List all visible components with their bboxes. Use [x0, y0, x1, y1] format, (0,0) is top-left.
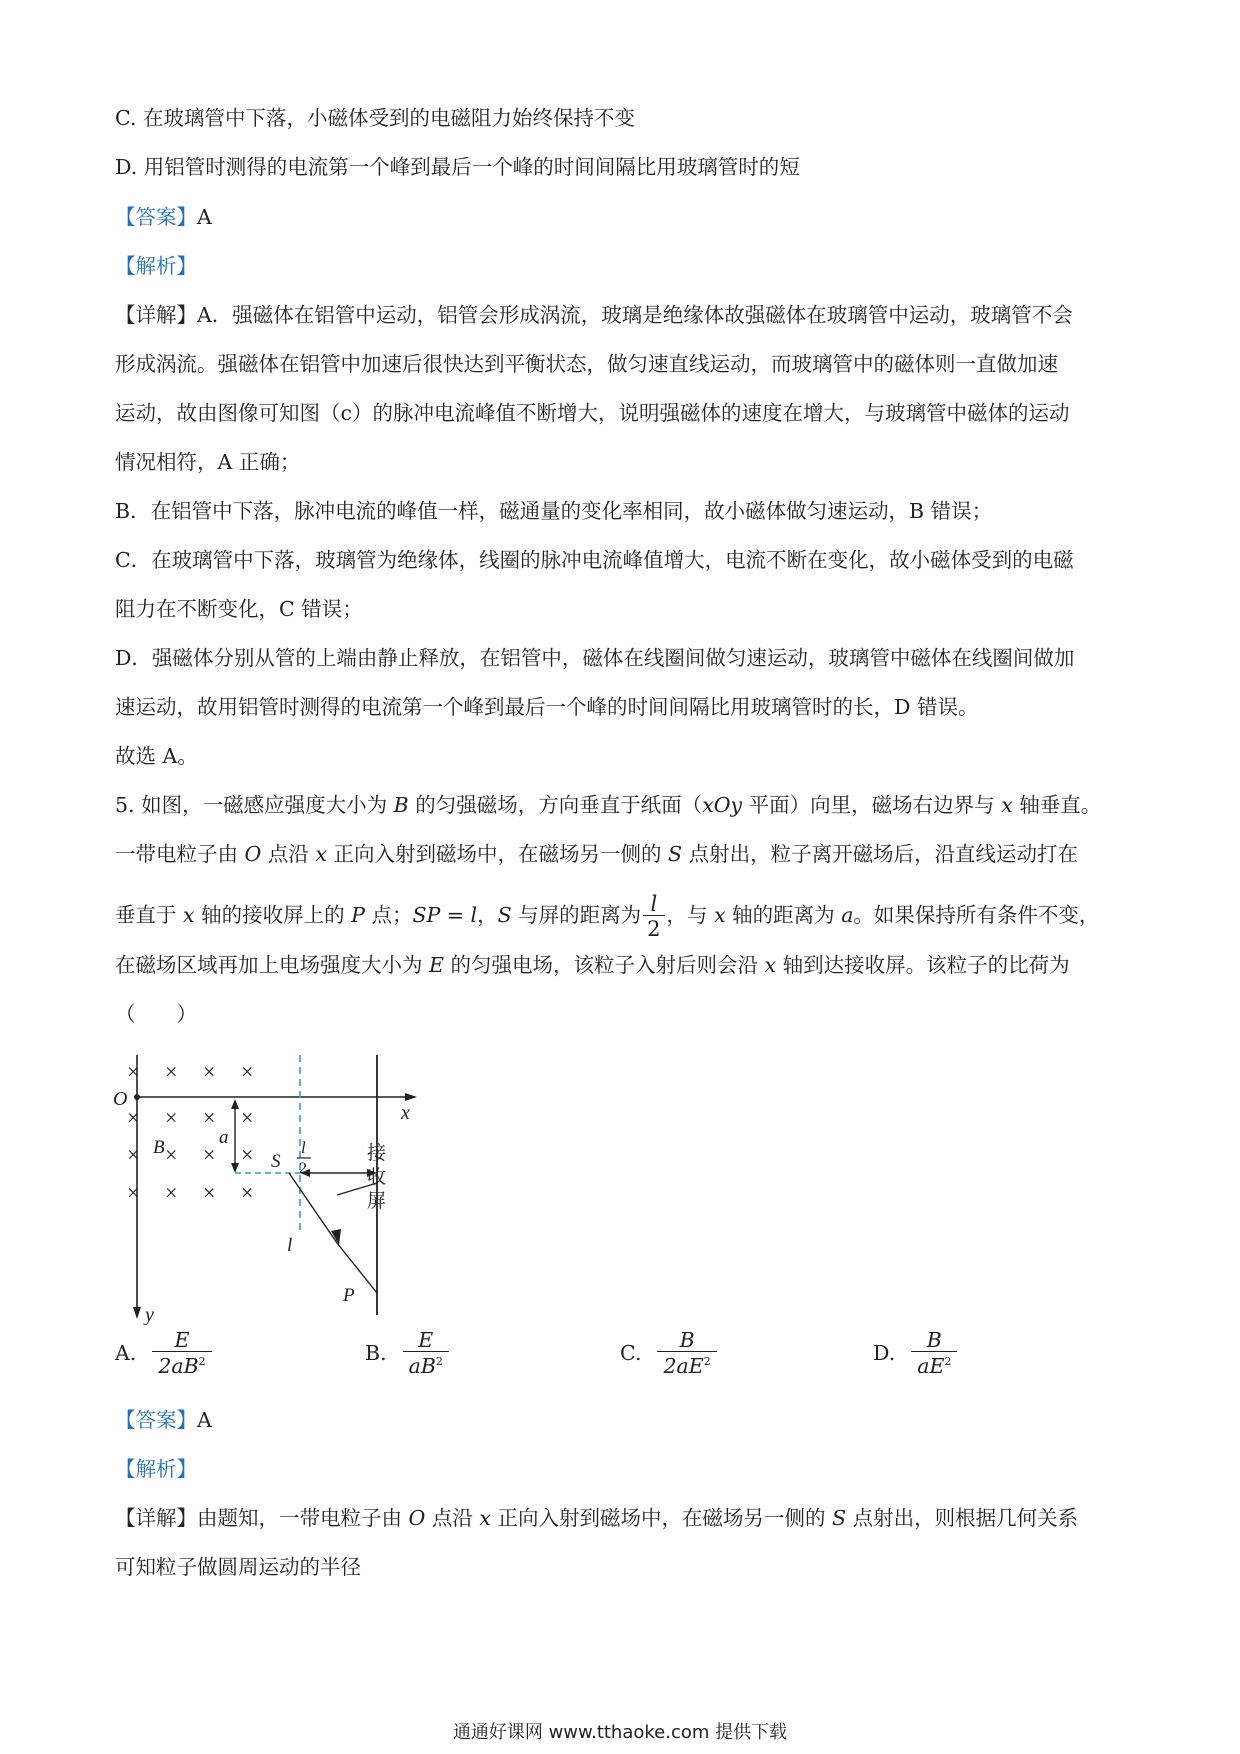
field-cross: × — [165, 1142, 178, 1167]
detail-2-line-2: 可知粒子做圆周运动的半径 — [115, 1555, 361, 1579]
field-cross: × — [203, 1142, 216, 1167]
field-cross: × — [165, 1105, 178, 1130]
analysis-label: 【解析】 — [115, 254, 197, 278]
field-cross: × — [241, 1180, 254, 1205]
explanation-line: 【详解】A．强磁体在铝管中运动，铝管会形成涡流，玻璃是绝缘体故强磁体在玻璃管中运动，玻璃管不会 — [115, 303, 1073, 327]
field-cross: × — [203, 1180, 216, 1205]
page-footer: 通通好课网 www.tthaoke.com 提供下载 — [452, 1722, 788, 1743]
q5-line-1: 5. 如图，一磁感应强度大小为 B 的匀强磁场，方向垂直于纸面（xOy 平面）向里，磁场右边界与 x 轴垂直。 — [115, 793, 1102, 817]
field-cross: × — [241, 1142, 254, 1167]
conclusion-line: 故选 A。 — [115, 744, 198, 768]
answer-line — [115, 203, 212, 231]
explanation-line: 形成涡流。强磁体在铝管中加速后很快达到平衡状态，做匀速直线运动，而玻璃管中的磁体则一直做加速 — [115, 352, 1058, 376]
option-d: D. $\frac{B}{aE^2}$ — [873, 1330, 959, 1376]
q5-line-2: 一带电粒子由 O 点沿 x 正向入射到磁场中，在磁场另一侧的 S 点射出，粒子离开磁场后，沿直线运动打在 — [115, 842, 1079, 866]
explanation-line: B．在铝管中下落，脉冲电流的峰值一样，磁通量的变化率相同，故小磁体做匀速运动，B 错误； — [115, 499, 993, 523]
origin-label: O — [113, 1088, 128, 1110]
q5-line-4: 在磁场区域再加上电场强度大小为 E 的匀强电场，该粒子入射后则会沿 x 轴到达接收屏。该粒子的比荷为 — [115, 953, 1070, 977]
y-axis-arrow — [133, 1307, 141, 1319]
screen-label-3: 屏 — [367, 1191, 387, 1212]
option-c-text: C. 在玻璃管中下落，小磁体受到的电磁阻力始终保持不变 — [115, 106, 635, 130]
field-label-b: B — [153, 1137, 165, 1158]
screen-label-1: 接 — [367, 1143, 387, 1164]
answer-label: 【答案】 — [115, 205, 197, 229]
point-p-label: P — [343, 1285, 355, 1306]
analysis-label-2: 【解析】 — [115, 1457, 197, 1481]
option-d-text: D. 用铝管时测得的电流第一个峰到最后一个峰的时间间隔比用玻璃管时的短 — [115, 155, 800, 179]
option-b: B. $\frac{E}{aB^2}$ — [365, 1330, 451, 1376]
explanation-line: C．在玻璃管中下落，玻璃管为绝缘体，线圈的脉冲电流峰值增大，电流不断在变化，故小磁体受到的电磁 — [115, 548, 1074, 572]
option-a: A. $\frac{E}{2aB^2}$ — [115, 1330, 214, 1376]
explanation-line: 运动，故由图像可知图（c）的脉冲电流峰值不断增大，说明强磁体的速度在增大，与玻璃管中磁体的运动 — [115, 401, 1070, 425]
option-c: C. $\frac{B}{2aE^2}$ — [620, 1330, 719, 1376]
l-half-denominator: 2 — [299, 1160, 307, 1177]
field-cross: × — [241, 1105, 254, 1130]
answer-line-2: 【答案】A — [115, 1408, 212, 1432]
field-cross: × — [127, 1105, 140, 1130]
explanation-line: 阻力在不断变化，C 错误； — [115, 597, 363, 621]
l-half-numerator: l — [301, 1138, 306, 1157]
x-axis-arrow — [405, 1093, 417, 1101]
field-cross: × — [203, 1059, 216, 1084]
detail-2-line-1: 【详解】由题知，一带电粒子由 O 点沿 x 正向入射到磁场中，在磁场另一侧的 S 点射出，则根据几何关系 — [115, 1506, 1079, 1530]
y-axis-label: y — [145, 1304, 154, 1325]
x-axis-label: x — [401, 1102, 410, 1124]
q5-line-3: 垂直于 x 轴的接收屏上的 P 点；SP = l，S 与屏的距离为 $\frac{l}{2}$ ，与 x 轴的距离为 a。如果保持所有条件不变， — [115, 891, 1100, 941]
field-cross: × — [203, 1105, 216, 1130]
q5-answer-parens: （ ） — [115, 1002, 197, 1026]
fraction-l-over-2: $\frac{l}{2}$ — [643, 894, 664, 940]
magnetic-field-diagram — [105, 1045, 425, 1325]
field-cross: × — [127, 1180, 140, 1205]
answer-value: A — [197, 205, 212, 229]
explanation-line: 情况相符，A 正确； — [115, 450, 301, 474]
field-cross: × — [165, 1059, 178, 1084]
field-cross: × — [241, 1059, 254, 1084]
field-cross: × — [165, 1180, 178, 1205]
distance-a-label: a — [219, 1127, 229, 1148]
point-s-label: S — [271, 1151, 281, 1172]
field-cross: × — [127, 1059, 140, 1084]
length-l-label: l — [287, 1235, 293, 1256]
field-cross: × — [127, 1142, 140, 1167]
explanation-line: 速运动，故用铝管时测得的电流第一个峰到最后一个峰的时间间隔比用玻璃管时的长，D 错误。 — [115, 695, 979, 719]
origin-point — [134, 1094, 140, 1100]
screen-label-2: 收 — [367, 1167, 387, 1188]
explanation-line: D．强磁体分别从管的上端由静止释放，在铝管中，磁体在线圈间做匀速运动，玻璃管中磁体在线圈间做加 — [115, 646, 1075, 670]
